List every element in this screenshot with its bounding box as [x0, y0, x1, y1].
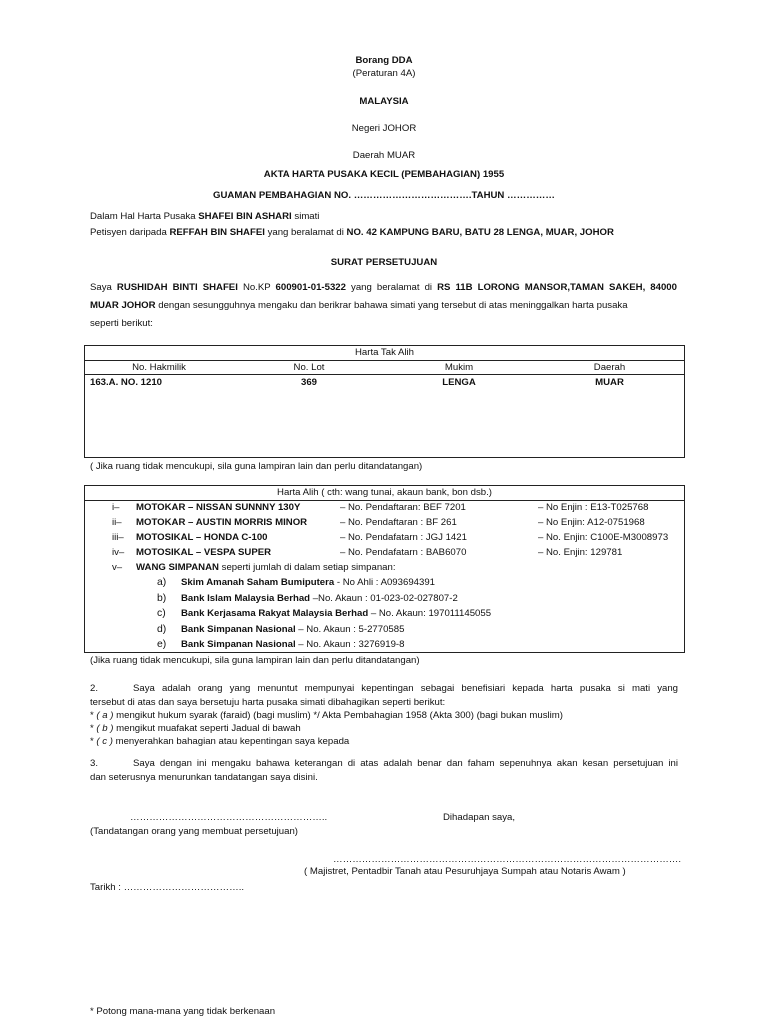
movable-note: (Jika ruang tidak mencukupi, sila guna lampiran lain dan perlu ditandatangan)	[90, 655, 420, 666]
para3-line-2: dan seterusnya menurunkan tandatangan saya disini.	[90, 772, 318, 783]
account-entry: Bank Simpanan Nasional – No. Akaun : 3276919-8	[181, 639, 405, 650]
para3-line-1: Saya dengan ini mengaku bahawa keterangan di atas adalah benar dan faham sepenuhnya akan kesan persetujuan ini	[133, 758, 678, 769]
petitioner-address: NO. 42 KAMPUNG BARU, BATU 28 LENGA, MUAR, JOHOR	[346, 227, 614, 238]
vehicle-engine: – No. Enjin: 129781	[538, 547, 623, 558]
vehicle-registration: – No. Pendaftaran : BF 261	[340, 517, 457, 528]
district-line	[0, 150, 768, 162]
header-daerah: Daerah	[593, 362, 626, 373]
estate-line	[90, 211, 319, 223]
table-cell-daerah: MUAR	[595, 377, 624, 388]
vehicle-engine: – No. Enjin: C100E-M3008973	[538, 532, 669, 543]
immovable-title: Harta Tak Alih	[354, 347, 414, 358]
vehicle-registration: – No. Pendaftaran: BEF 7201	[340, 502, 466, 513]
form-title: Borang DDA	[355, 55, 413, 66]
para2-number: 2.	[90, 683, 99, 694]
para3-number: 3.	[90, 758, 99, 769]
vehicle-item: MOTOKAR – NISSAN SUNNNY 130Y	[136, 502, 301, 513]
petition-prefix: Petisyen daripada	[90, 227, 167, 238]
para2-line-2: tersebut di atas dan saya bersetuju harta pusaka simati dibahagikan seperti berikut:	[90, 697, 446, 708]
vehicle-registration: – No. Pendafatarn : BAB6070	[340, 547, 467, 558]
vehicle-num: ii–	[112, 517, 122, 528]
vehicle-num: i–	[112, 502, 120, 513]
table-divider	[84, 500, 685, 501]
option-c-label: ( c )	[96, 736, 113, 747]
vehicle-item: MOTOSIKAL – HONDA C-100	[136, 532, 268, 543]
estate-prefix: Dalam Hal Harta Pusaka	[90, 211, 196, 222]
account-letter: d)	[157, 624, 167, 635]
account-entry: Bank Kerjasama Rakyat Malaysia Berhad – No. Akaun: 197011145055	[181, 608, 492, 619]
account-entry: Bank Simpanan Nasional – No. Akaun : 5-2770585	[181, 624, 405, 635]
declarant-address-1: RS 11B LORONG MANSOR,TAMAN SAKEH, 84000	[437, 282, 677, 293]
vehicle-num: iv–	[112, 547, 125, 558]
address-label: yang beralamat di	[351, 282, 433, 293]
date-line: Tarikh : ………………………………..	[90, 882, 245, 893]
signature-line: ……………………………………………………..	[130, 812, 328, 823]
account-letter: c)	[157, 608, 166, 619]
table-divider	[84, 374, 685, 375]
option-c: * ( c ) menyerahkan bahagian atau kepentingan saya kepada	[90, 736, 350, 747]
state-value: JOHOR	[382, 123, 417, 134]
account-letter: e)	[157, 639, 167, 650]
state-label: Negeri	[351, 123, 380, 134]
table-cell-lot: 369	[300, 377, 317, 388]
section-title: SURAT PERSETUJUAN	[330, 257, 438, 268]
option-a-text: mengikut hukum syarak (faraid) (bagi muslim) */ Akta Pembahagian 1958 (Akta 300) (bagi bukan muslim)	[116, 710, 563, 721]
savings-line	[136, 562, 396, 574]
declaration-text: dengan sesungguhnya mengaku dan berikrar bahawa simati yang tersebut di atas meninggalkan harta pusaka	[158, 300, 628, 311]
immovable-note: ( Jika ruang tidak mencukupi, sila guna lampiran lain dan perlu ditandatangan)	[90, 461, 423, 472]
witness-signature-line: ……………………………………………………………………………………………….	[333, 854, 682, 865]
header-lot: No. Lot	[293, 362, 325, 373]
state-line	[0, 123, 768, 135]
movable-title: Harta Alih ( cth: wang tunai, akaun bank, bon dsb.)	[277, 487, 492, 498]
option-c-text: menyerahkan bahagian atau kepentingan saya kepada	[115, 736, 350, 747]
vehicle-engine: – No Enjin: A12-0751968	[538, 517, 645, 528]
deceased-name: SHAFEI BIN ASHARI	[198, 211, 292, 222]
regulation-reference: (Peraturan 4A)	[352, 68, 416, 79]
declaration-line-2	[90, 300, 677, 312]
declarant-name: RUSHIDAH BINTI SHAFEI	[116, 282, 238, 293]
option-b: * ( b ) mengikut muafakat seperti Jadual di bawah	[90, 723, 301, 734]
account-letter: b)	[157, 593, 167, 604]
vehicle-num: iii–	[112, 532, 124, 543]
ic-number: 600901-01-5322	[275, 282, 346, 293]
para2-line-1: Saya adalah orang yang menuntut mempunyai kepentingan sebagai benefisiari kepada harta pusaka si mati yang	[133, 683, 678, 694]
option-b-text: mengikut muafakat seperti Jadual di bawah	[116, 723, 301, 734]
header-hakmilik: No. Hakmilik	[132, 362, 186, 373]
estate-suffix: simati	[294, 211, 320, 222]
vehicle-item: MOTOSIKAL – VESPA SUPER	[136, 547, 272, 558]
table-cell-mukim: LENGA	[442, 377, 476, 388]
vehicle-item: MOTOKAR – AUSTIN MORRIS MINOR	[136, 517, 308, 528]
option-a-label: ( a )	[96, 710, 114, 721]
petitioner-name: REFFAH BIN SHAFEI	[169, 227, 265, 238]
declaration-line-3: seperti berikut:	[90, 318, 153, 329]
table-divider	[84, 360, 685, 361]
district-value: MUAR	[386, 150, 416, 161]
kp-label: No.KP	[242, 282, 271, 293]
header-mukim: Mukim	[444, 362, 474, 373]
footnote: * Potong mana-mana yang tidak berkenaan	[90, 1006, 276, 1017]
account-entry: Bank Islam Malaysia Berhad –No. Akaun : 01-023-02-027807-2	[181, 593, 458, 604]
account-entry: Skim Amanah Saham Bumiputera - No Ahli : A093694391	[181, 577, 435, 588]
savings-label: WANG SIMPANAN	[136, 562, 219, 573]
declarant-address-2: MUAR JOHOR	[90, 300, 156, 311]
saya-word: Saya	[90, 282, 112, 293]
option-a: * ( a ) mengikut hukum syarak (faraid) (bagi muslim) */ Akta Pembahagian 1958 (Akta 300) (bagi bukan muslim)	[90, 710, 563, 721]
petition-line	[90, 227, 614, 239]
petition-middle: yang beralamat di	[267, 227, 344, 238]
vehicle-engine: – No Enjin : E13-T025768	[538, 502, 649, 513]
declaration-line-1	[90, 282, 677, 294]
witness-label: Dihadapan saya,	[443, 812, 516, 823]
table-cell-hakmilik: 163.A. NO. 1210	[90, 377, 162, 388]
witness-caption: ( Majistret, Pentadbir Tanah atau Pesuruhjaya Sumpah atau Notaris Awam )	[304, 866, 626, 877]
vehicle-registration: – No. Pendafatarn : JGJ 1421	[340, 532, 467, 543]
case-number-line: GUAMAN PEMBAHAGIAN NO. ……………………………….TAHUN ……………	[213, 190, 555, 201]
country-heading: MALAYSIA	[359, 96, 409, 107]
act-title: AKTA HARTA PUSAKA KECIL (PEMBAHAGIAN) 1955	[263, 169, 505, 180]
option-b-label: ( b )	[96, 723, 114, 734]
savings-text: seperti jumlah di dalam setiap simpanan:	[221, 562, 396, 573]
signature-caption: (Tandatangan orang yang membuat persetujuan)	[90, 826, 299, 837]
savings-num: v–	[112, 562, 123, 573]
district-label: Daerah	[352, 150, 385, 161]
account-letter: a)	[157, 577, 167, 588]
